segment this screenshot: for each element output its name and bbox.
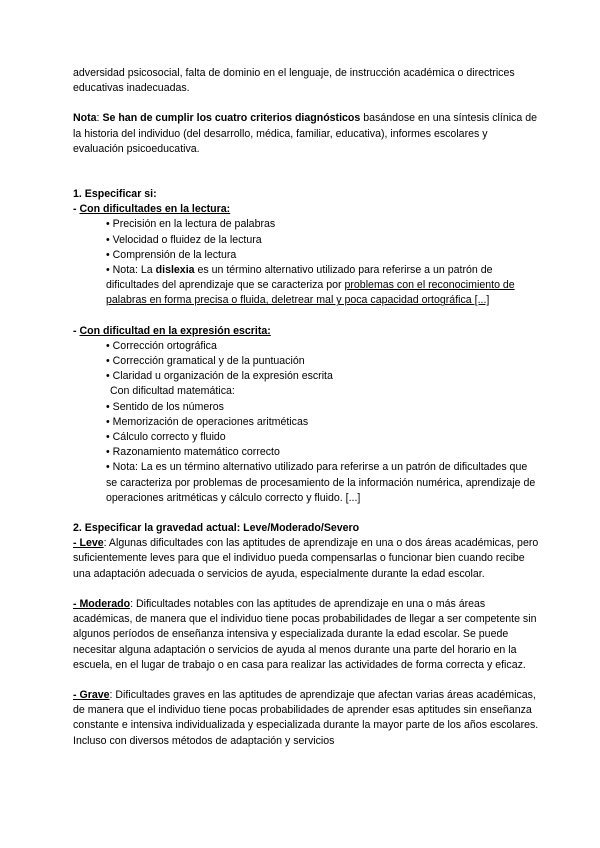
lectura-heading: - Con dificultades en la lectura: [73,203,231,216]
dislexia-note: • Nota: La dislexia es un término alternativo utilizado para referirse a un patrón de dificultades del aprendizaje que se caracteriza por problemas con el reconocimiento de palabras en forma precisa o fluida, deletrear mal y poca capacidad ortográfica [...] [106,264,515,307]
list-item: • Cálculo correcto y fluido [106,431,226,444]
list-item: • Velocidad o fluidez de la lectura [106,233,262,246]
escrita-heading: - Con dificultad en la expresión escrita: [73,324,271,337]
nota-bold-text: Se han de cumplir los cuatro criterios diagnósticos [102,112,361,125]
list-item: • Comprensión de la lectura [106,248,237,261]
leve-label: - Leve [73,537,104,550]
nota-label: Nota [73,112,97,125]
list-item: • Precisión en la lectura de palabras [106,218,276,231]
paragraph-intro: adversidad psicosocial, falta de dominio en el lenguaje, de instrucción académica o directrices educativas inadecuadas. [73,67,515,95]
list-item: • Razonamiento matemático correcto [106,446,280,459]
grave-label: - Grave [73,688,110,701]
matematica-note: • Nota: La es un término alternativo utilizado para referirse a un patrón de dificultades que se caracteriza por problemas de procesamiento de la información numérica, aprendizaje de operaciones aritméticas y cálculo correcto y fluido. [...] [106,461,536,504]
list-item: • Corrección gramatical y de la puntuación [106,355,305,368]
grave-paragraph: - Grave: Dificultades graves en las aptitudes de aprendizaje que afectan varias áreas académicas, de manera que el individuo tiene pocas probabilidades de aprender esas aptitudes sin enseñanza constante e intensiva individualizada y especializada durante la mayor parte de los años escolares. Incluso con diversos métodos de adaptación y servicios [73,688,539,747]
paragraph-nota: Nota: Se han de cumplir los cuatro criterios diagnósticos basándose en una síntesis clínica de la historia del individuo (del desarrollo, médica, familiar, educativa), informes escolares y evaluación psicoeducativa. [73,112,537,155]
list-item: • Sentido de los números [106,400,224,413]
moderado-label: - Moderado [73,597,131,610]
section2-heading: 2. Especificar la gravedad actual: Leve/Moderado/Severo [73,522,360,535]
moderado-paragraph: - Moderado: Dificultades notables con las aptitudes de aprendizaje en una o más áreas académicas, de manera que el individuo tiene pocas probabilidades de llegar a ser competente sin algunos períodos de enseñanza intensiva y especializada durante la edad escolar. Se puede necesitar alguna adaptación o servicios de ayuda al menos durante una parte del horario en la escuela, en el lugar de trabajo o en casa para realizar las actividades de forma correcta y eficaz. [73,597,537,671]
section1-heading: 1. Especificar si: [73,188,157,201]
matematica-heading: Con dificultad matemática: [110,385,235,398]
leve-paragraph: - Leve: Algunas dificultades con las aptitudes de aprendizaje en una o dos áreas académicas, pero suficientemente leves para que el individuo pueda compensarlas o funcionar bien cuando recibe una adaptación adecuada o servicios de ayuda, especialmente durante la edad escolar. [73,537,539,580]
escrita-list [73,339,540,506]
lectura-list [73,217,540,308]
list-item: • Memorización de operaciones aritméticas [106,415,309,428]
list-item: • Claridad u organización de la expresión escrita [106,370,333,383]
list-item: • Corrección ortográfica [106,339,217,352]
nota-text: basándose en una síntesis clínica de la historia del individuo (del desarrollo, médica, familiar, educativa), informes escolares y evaluación psicoeducativa. [73,112,537,155]
